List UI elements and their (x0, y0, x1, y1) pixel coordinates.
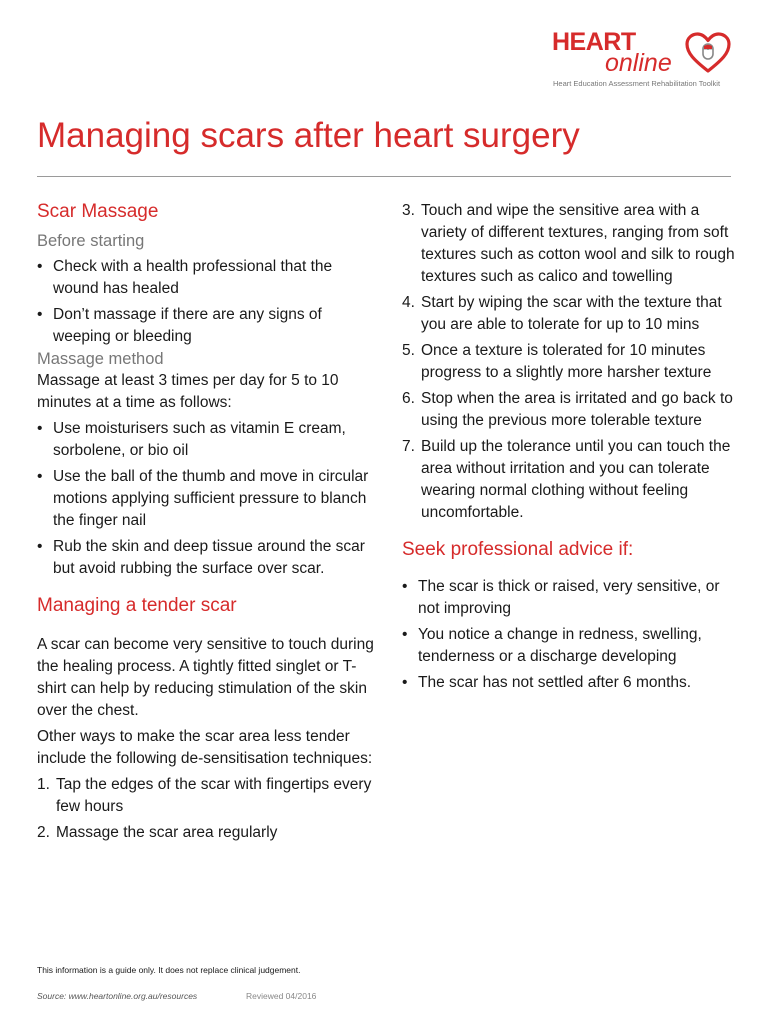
left-column (37, 200, 382, 844)
right-column (402, 200, 738, 694)
list-item: • Use moisturisers such as vitamin E cream, sorbolene, or bio oil (37, 420, 346, 459)
list-item: • Don’t massage if there are any signs of weeping or bleeding (37, 306, 322, 345)
list-item: • Use the ball of the thumb and move in circular motions applying sufficient pressure to blanch the finger nail (37, 468, 369, 529)
heart-with-mouse-icon (684, 32, 732, 74)
page-title: Managing scars after heart surgery (37, 116, 580, 155)
logo-tagline: Heart Education Assessment Rehabilitation Toolkit (553, 79, 721, 88)
title-divider (37, 176, 731, 177)
list-item: 6. Stop when the area is irritated and go back to using the previous more tolerable texture (402, 390, 733, 429)
list-item: • The scar is thick or raised, very sensitive, or not improving (402, 578, 720, 617)
seek-advice-list (402, 576, 738, 694)
logo-brand-bottom: online (605, 49, 672, 77)
list-item: • Check with a health professional that the wound has healed (37, 258, 333, 297)
massage-method-intro: Massage at least 3 times per day for 5 to 10 minutes at a time as follows: (37, 372, 339, 411)
before-starting-heading: Before starting (37, 232, 145, 250)
massage-method-heading: Massage method (37, 350, 164, 368)
list-item: 3. Touch and wipe the sensitive area with a variety of different textures, ranging from soft textures such as cotton wool and silk to rough textures such as calico and towelling (402, 202, 735, 285)
before-starting-list (37, 256, 382, 348)
tender-scar-paragraph-1: A scar can become very sensitive to touch during the healing process. A tightly fitted singlet or T-shirt can help by reducing stimulation of the skin over the chest. (37, 636, 374, 719)
list-item: 1. Tap the edges of the scar with fingertips every few hours (37, 776, 372, 815)
desensitisation-steps-list (402, 200, 738, 524)
heart-online-logo (552, 28, 742, 90)
scar-massage-heading: Scar Massage (37, 201, 159, 222)
list-item: • You notice a change in redness, swelling, tenderness or a discharge developing (402, 626, 702, 665)
list-item: • The scar has not settled after 6 months. (402, 674, 692, 691)
footer-source-link[interactable]: Source: www.heartonline.org.au/resources (37, 991, 198, 1001)
tender-scar-paragraph-2: Other ways to make the scar area less tender include the following de-sensitisation techniques: (37, 728, 373, 767)
desensitisation-list (37, 774, 382, 844)
list-item: 5. Once a texture is tolerated for 10 minutes progress to a slightly more harsher texture (402, 342, 712, 381)
footer-reviewed-date: Reviewed 04/2016 (246, 991, 317, 1001)
footer-disclaimer: This information is a guide only. It does not replace clinical judgement. (37, 965, 301, 975)
list-item: • Rub the skin and deep tissue around the scar but avoid rubbing the surface over scar. (37, 538, 365, 577)
massage-method-list (37, 418, 382, 580)
list-item: 2. Massage the scar area regularly (37, 824, 278, 841)
list-item: 4. Start by wiping the scar with the texture that you are able to tolerate for up to 10 mins (402, 294, 722, 333)
logo-brand-top: HEART (552, 28, 636, 56)
list-item: 7. Build up the tolerance until you can touch the area without irritation and you can tolerate wearing normal clothing without feeling uncomfortable. (402, 438, 731, 521)
seek-advice-heading: Seek professional advice if: (402, 539, 634, 560)
tender-scar-heading: Managing a tender scar (37, 595, 237, 616)
